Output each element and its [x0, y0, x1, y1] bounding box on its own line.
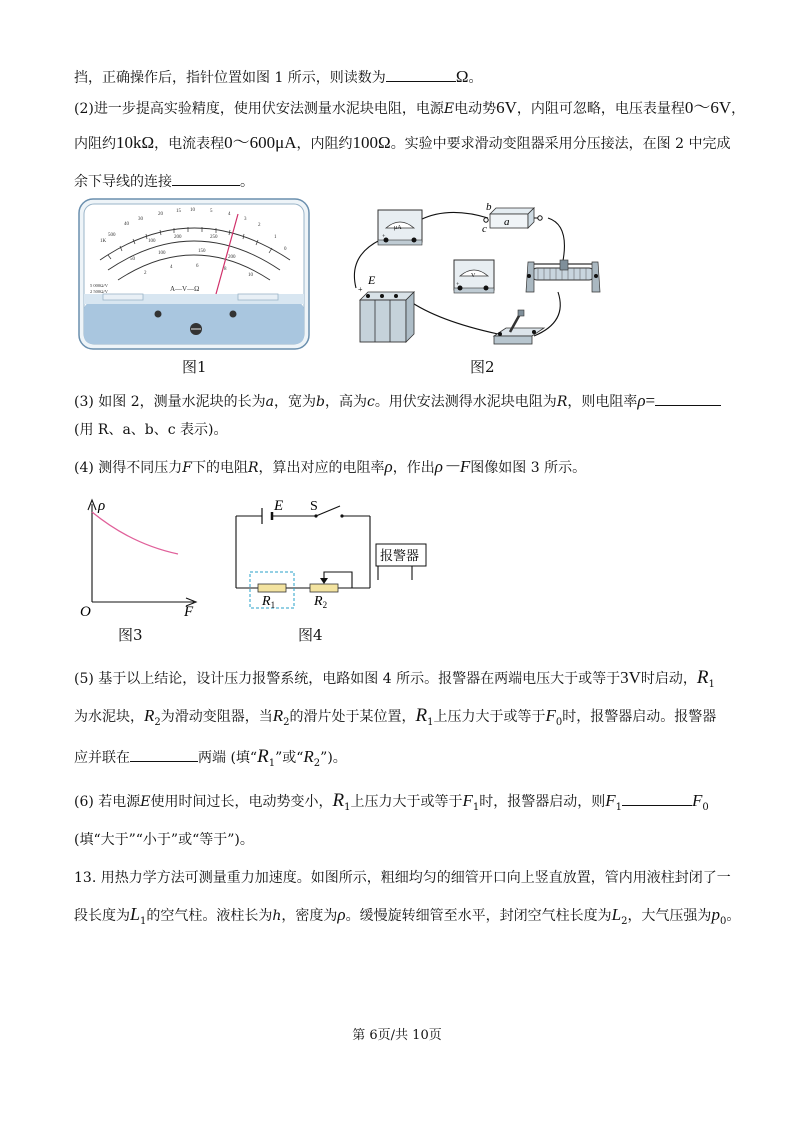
rheostat-r2 — [310, 584, 338, 592]
text: 下的电阻 — [192, 460, 248, 476]
var: R — [415, 705, 428, 726]
text: 上压力大于或等于 — [433, 709, 546, 725]
answer-blank[interactable] — [130, 746, 198, 762]
q12-part6-line-2: (填“大于”“小于”或“等于”)。 — [74, 832, 254, 848]
var: a — [265, 394, 274, 410]
text: 。 — [240, 174, 254, 190]
figure-1-multimeter — [78, 198, 310, 350]
cement-block — [482, 201, 542, 235]
text: 为水泥块， — [74, 709, 144, 725]
figure-1-caption: 图1 — [182, 358, 207, 376]
var: p — [711, 905, 720, 924]
text: 的空气柱。液柱长为 — [146, 908, 273, 924]
text: ，高为 — [324, 394, 367, 410]
var: R — [556, 394, 568, 410]
q12-part5-line-2 — [74, 706, 716, 733]
q12-part2-line-3 — [74, 170, 254, 192]
subscript: 1 — [615, 801, 623, 813]
subscript: 2 — [313, 757, 321, 769]
text: (6) 若电源 — [74, 794, 141, 810]
text: ”或“ — [275, 750, 304, 766]
svg-text:500: 500 — [108, 233, 116, 238]
svg-text:15: 15 — [176, 209, 181, 214]
alarm-label: 报警器 — [380, 548, 420, 563]
var: h — [272, 908, 282, 924]
value: 0～6V — [684, 98, 732, 117]
var: ρ — [337, 905, 346, 924]
label-c: c — [482, 223, 487, 235]
text: (5) 基于以上结论，设计压力报警系统，电路如图 4 所示。报警器在两端电压大于或等于 — [74, 671, 621, 687]
subscript: 0 — [555, 716, 563, 728]
svg-text:10: 10 — [190, 208, 195, 213]
r2-label: $R_2$ — [314, 594, 328, 610]
text: 图像如图 3 所示。 — [470, 460, 587, 476]
text: ，大气压强为 — [627, 908, 712, 924]
text: 使用时间过长，电动势变小， — [150, 794, 333, 810]
text: ，内阻约 — [296, 136, 353, 152]
subscript: 2 — [283, 716, 290, 728]
y-axis-label: ρ — [98, 498, 106, 514]
var: F — [462, 791, 473, 810]
subscript: 0 — [702, 801, 709, 813]
rheostat — [526, 260, 600, 292]
var: R — [696, 667, 709, 688]
scale-label: A—V—Ω — [170, 285, 200, 293]
plus-sign: + — [456, 282, 460, 288]
var: E — [140, 794, 151, 810]
label-E: E — [274, 498, 284, 514]
text: ， — [731, 101, 746, 117]
svg-text:10: 10 — [248, 273, 253, 278]
svg-text:3: 3 — [244, 217, 247, 222]
svg-text:2: 2 — [258, 223, 261, 228]
answer-blank[interactable] — [655, 390, 721, 406]
text: 13. 用热力学方法可测量重力加速度。如图所示，粗细均匀的细管开口向上竖直放置，管内用液柱封闭了一 — [74, 870, 731, 886]
unit: Ω — [455, 67, 469, 86]
var: R — [144, 706, 155, 725]
var: F — [692, 791, 703, 810]
origin-label: O — [80, 604, 91, 620]
expr: ρ－F — [434, 457, 471, 476]
x-axis-label: F — [184, 604, 194, 620]
svg-text:2: 2 — [144, 271, 147, 276]
var: F — [605, 791, 616, 810]
figure-3-caption: 图3 — [118, 626, 143, 644]
var: F — [545, 706, 556, 725]
voltmeter — [454, 260, 494, 293]
svg-text:50: 50 — [130, 257, 135, 262]
label-E: E — [368, 273, 376, 287]
text: ，作出 — [392, 460, 435, 476]
text: 的滑片处于某位置， — [289, 709, 416, 725]
figure-4-caption: 图4 — [298, 626, 323, 644]
subscript: 1 — [344, 801, 351, 813]
var: R — [248, 460, 259, 476]
subscript: 1 — [427, 716, 434, 728]
figure-2-circuit — [338, 196, 608, 356]
figure-2-caption: 图2 — [470, 358, 495, 376]
text: ，电流表程 — [154, 136, 225, 152]
subscript: 1 — [140, 915, 147, 927]
text: ，算出对应的电阻率 — [258, 460, 385, 476]
text: 。 — [468, 70, 483, 86]
text: (3) 如图 2，测量水泥块的长为 — [74, 394, 266, 410]
text: 挡，正确操作后，指针位置如图 1 所示，则读数为 — [74, 70, 386, 86]
plus-sign: + — [358, 285, 363, 294]
text: 时，报警器启动，则 — [479, 794, 606, 810]
svg-text:250: 250 — [210, 235, 218, 240]
subscript: 0 — [719, 915, 727, 927]
q12-line-1 — [74, 66, 482, 88]
voltmeter-label: V — [471, 273, 476, 279]
subscript: 1 — [472, 801, 480, 813]
var: R — [272, 706, 284, 725]
microammeter — [378, 210, 422, 245]
text: 为滑动变阻器，当 — [160, 709, 273, 725]
text: 应并联在 — [74, 750, 130, 766]
svg-text:1: 1 — [274, 235, 277, 240]
text: ”)。 — [320, 750, 347, 766]
var: R — [303, 747, 314, 766]
text: 。用伏安法测得水泥块电阻为 — [374, 394, 557, 410]
subscript: 1 — [708, 678, 715, 690]
text: 。缓慢旋转细管至水平，封闭空气柱长度为 — [345, 908, 612, 924]
r1-label: $R_1$ — [262, 594, 276, 610]
svg-text:6: 6 — [196, 264, 199, 269]
text: (2)进一步提高实验精度，使用伏安法测量水泥块电阻，电源 — [74, 101, 444, 117]
subscript: 2 — [621, 915, 628, 927]
equals: = — [645, 391, 656, 410]
q12-part3-line-2: (用 R、a、b、c 表示)。 — [74, 422, 228, 438]
text: 电动势 — [454, 101, 497, 117]
label-b: b — [486, 201, 492, 213]
battery — [358, 273, 414, 342]
svg-text:100: 100 — [148, 239, 156, 244]
svg-text:150: 150 — [198, 249, 206, 254]
var: R — [257, 746, 269, 767]
text: 上压力大于或等于 — [350, 794, 463, 810]
svg-text:100: 100 — [158, 251, 166, 256]
svg-text:0: 0 — [284, 247, 287, 252]
label-S: S — [310, 499, 318, 514]
q12-part2-line-1 — [74, 98, 745, 119]
svg-text:1K: 1K — [100, 239, 107, 244]
svg-text:200: 200 — [228, 255, 236, 260]
text: ，则电阻率 — [567, 394, 638, 410]
q12-part5-line-1 — [74, 668, 715, 695]
q12-part6-line-1 — [74, 790, 709, 818]
var: b — [316, 394, 325, 410]
text: ，宽为 — [274, 394, 316, 410]
var: c — [366, 394, 375, 410]
value: 100Ω — [352, 133, 391, 152]
text: ，内阻可忽略，电压表量程 — [516, 101, 685, 117]
text: ，密度为 — [281, 908, 338, 924]
q12-part2-line-2 — [74, 133, 731, 154]
svg-text:40: 40 — [124, 222, 129, 227]
svg-text:20: 20 — [158, 212, 163, 217]
q12-part5-line-3 — [74, 746, 347, 774]
resistor-r1 — [258, 584, 286, 592]
figure-3-graph — [76, 496, 206, 620]
screw-right — [230, 311, 237, 318]
text: (4) 测得不同压力 — [74, 460, 183, 476]
figure-4-alarm-circuit — [228, 494, 438, 620]
var: L — [130, 904, 141, 924]
var: ρ — [384, 457, 393, 476]
page-footer: 第 6页/共 10页 — [352, 1028, 442, 1043]
text: 段长度为 — [74, 908, 130, 924]
q12-part4 — [74, 457, 586, 478]
svg-text:5: 5 — [210, 209, 213, 214]
answer-blank[interactable] — [622, 790, 692, 806]
var: F — [182, 460, 192, 476]
svg-text:8: 8 — [224, 267, 227, 272]
text: 。 — [726, 908, 741, 924]
knife-switch — [494, 310, 544, 344]
var: ρ — [637, 391, 646, 410]
var: L — [611, 905, 622, 924]
svg-text:4: 4 — [170, 265, 173, 270]
q13-line-2 — [74, 904, 740, 932]
text: 内阻约 — [74, 136, 116, 152]
value: 3V — [620, 668, 641, 687]
value: 10kΩ — [116, 133, 155, 152]
q12-part3-line-1 — [74, 390, 721, 412]
label-a: a — [504, 216, 510, 228]
text: 时启动， — [640, 671, 697, 687]
subscript: 1 — [268, 757, 276, 769]
text: 两端 (填“ — [198, 750, 258, 766]
subscript: 2 — [154, 716, 161, 728]
scale-label: 2 500Ω/V — [90, 289, 108, 294]
text: 余下导线的连接 — [74, 174, 172, 190]
answer-blank[interactable] — [386, 66, 456, 82]
answer-blank[interactable] — [172, 170, 240, 186]
screw-left — [155, 311, 162, 318]
text: 时，报警器启动。报警器 — [562, 709, 717, 725]
svg-text:30: 30 — [138, 217, 143, 222]
svg-text:200: 200 — [174, 235, 182, 240]
value: 0～600μA — [224, 133, 297, 152]
var: R — [332, 790, 345, 811]
svg-text:4: 4 — [228, 212, 231, 217]
value: 6V — [496, 98, 517, 117]
rho-f-curve — [92, 512, 178, 554]
scale-label: 5 000Ω/V — [90, 283, 108, 288]
text: 。实验中要求滑动变阻器采用分压接法，在图 2 中完成 — [390, 136, 731, 152]
microammeter-label: μA — [394, 225, 402, 231]
plus-sign: + — [382, 234, 386, 240]
var: E — [443, 101, 455, 117]
q13-line-1 — [74, 868, 731, 888]
